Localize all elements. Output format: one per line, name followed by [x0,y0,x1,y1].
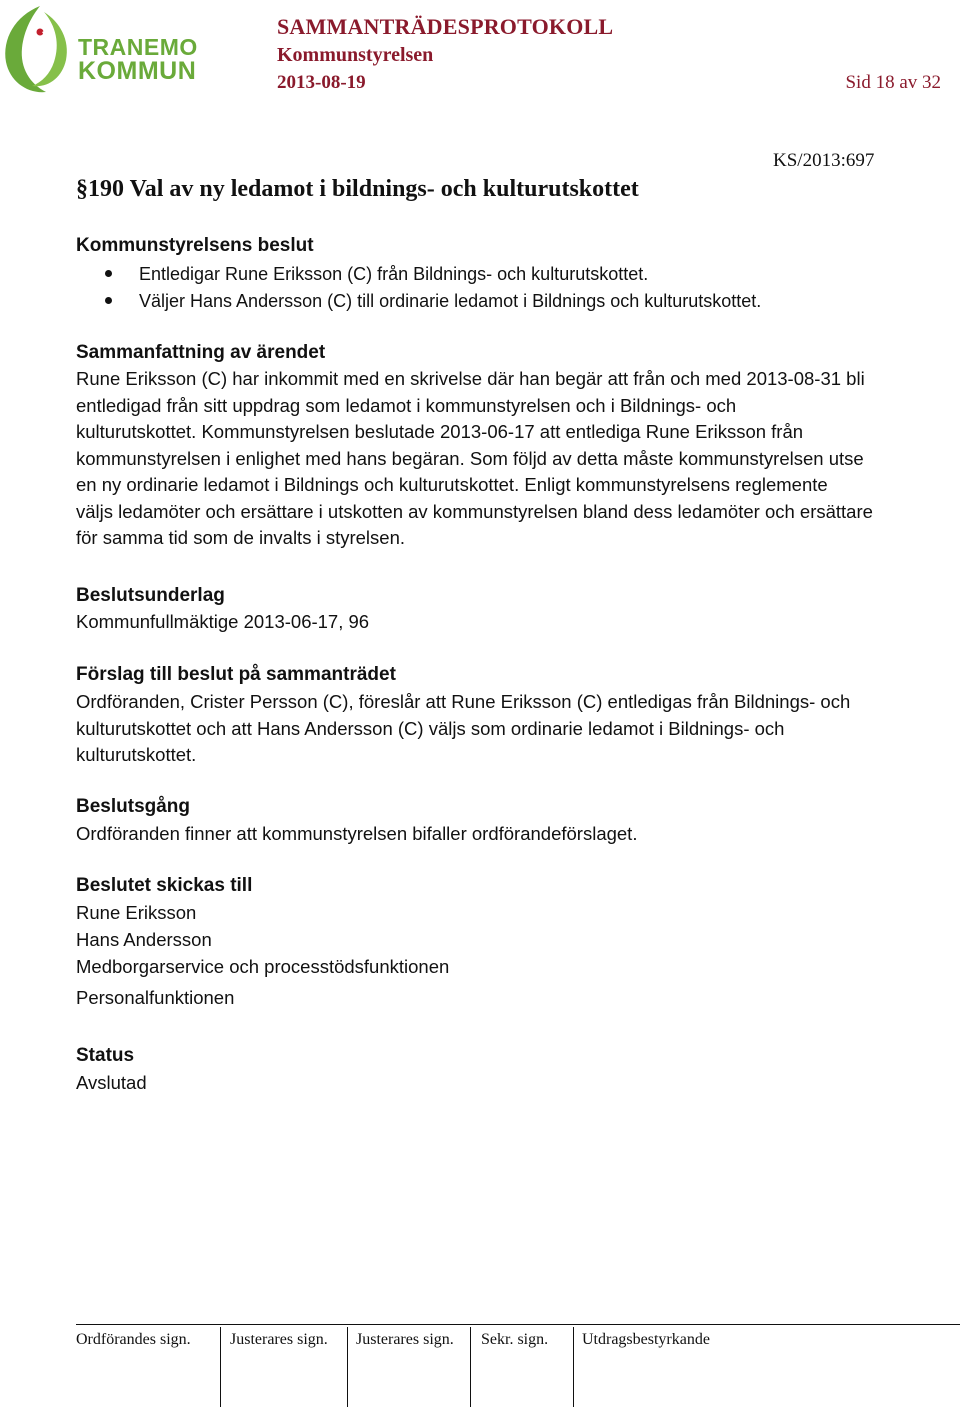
logo-line-1: TRANEMO [78,34,198,60]
decision-heading: Kommunstyrelsens beslut [76,235,314,256]
list-item: Entledigar Rune Eriksson (C) från Bildnings- och kulturutskottet. [105,261,761,288]
adjuster-signature-label: Justerares sign. [230,1331,328,1348]
signature-footer-line [76,1324,960,1325]
basis-heading: Beslutsunderlag [76,585,225,606]
paragraph-sign: § [76,176,88,202]
case-number: KS/2013:697 [773,150,875,171]
excerpt-certification-label: Utdragsbestyrkande [582,1331,710,1348]
recipients-heading: Beslutet skickas till [76,875,253,896]
crane-emblem-icon [0,4,82,96]
list-item: Väljer Hans Andersson (C) till ordinarie ledamot i Bildnings och kulturutskottet. [105,288,761,315]
footer-divider [573,1327,574,1407]
status-heading: Status [76,1045,135,1066]
procedure-text: Ordföranden finner att kommunstyrelsen bifaller ordförandeförslaget. [76,823,638,844]
meeting-date: 2013-08-19 [277,72,366,93]
status-value: Avslutad [76,1072,147,1093]
proposal-heading: Förslag till beslut på sammanträdet [76,664,396,685]
proposal-text: Ordföranden, Crister Persson (C), föreslår att Rune Eriksson (C) entledigas från Bildnings- och kulturutskottet och att Hans Andersson (C) väljs som ordinarie ledamot i Bildnings- och kulturutskottet. [76,691,851,765]
recipient: Medborgarservice och processtödsfunktionen [76,956,450,977]
chair-signature-label: Ordförandes sign. [76,1331,191,1348]
meeting-body: Kommunstyrelsen [277,44,434,66]
basis-text: Kommunfullmäktige 2013-06-17, 96 [76,611,370,632]
footer-divider [347,1327,348,1407]
bullet-icon [105,297,112,304]
summary-text: Rune Eriksson (C) har inkommit med en skrivelse där han begär att från och med 2013-08-31 bli entledigad från sitt uppdrag som ledamot i kommunstyrelsen och i Bildnings- och kulturutskottet. Kommunstyrelsen beslutade 2013-06-17 att entlediga Rune Eriksson från kommunstyrelsen i enlighet med hans begäran. Som följd av detta måste kommunstyrelsen utse en ny ordinarie ledamot i Bildnings och kulturutskottet. Enligt kommunstyrelsens reglemente väljs ledamöter och ersättare i utskotten av kommunstyrelsen bland dess ledamöter och ersättare för samma tid som de invalts i styrelsen. [76,368,873,548]
municipality-logo [0,4,205,96]
recipient: Personalfunktionen [76,987,235,1008]
footer-divider [470,1327,471,1407]
recipient: Hans Andersson [76,929,212,950]
document-type: SAMMANTRÄDESPROTOKOLL [277,14,614,39]
bullet-icon [105,270,112,277]
page-number: Sid 18 av 32 [845,72,941,93]
recipient: Rune Eriksson [76,902,197,923]
summary-heading: Sammanfattning av ärendet [76,342,326,363]
footer-divider [220,1327,221,1407]
adjuster-signature-label: Justerares sign. [356,1331,454,1348]
section-title: §190 Val av ny ledamot i bildnings- och kulturutskottet [76,176,639,202]
procedure-heading: Beslutsgång [76,796,191,817]
decision-list [105,261,761,314]
logo-line-2: KOMMUN [78,57,197,85]
secretary-signature-label: Sekr. sign. [481,1331,549,1348]
